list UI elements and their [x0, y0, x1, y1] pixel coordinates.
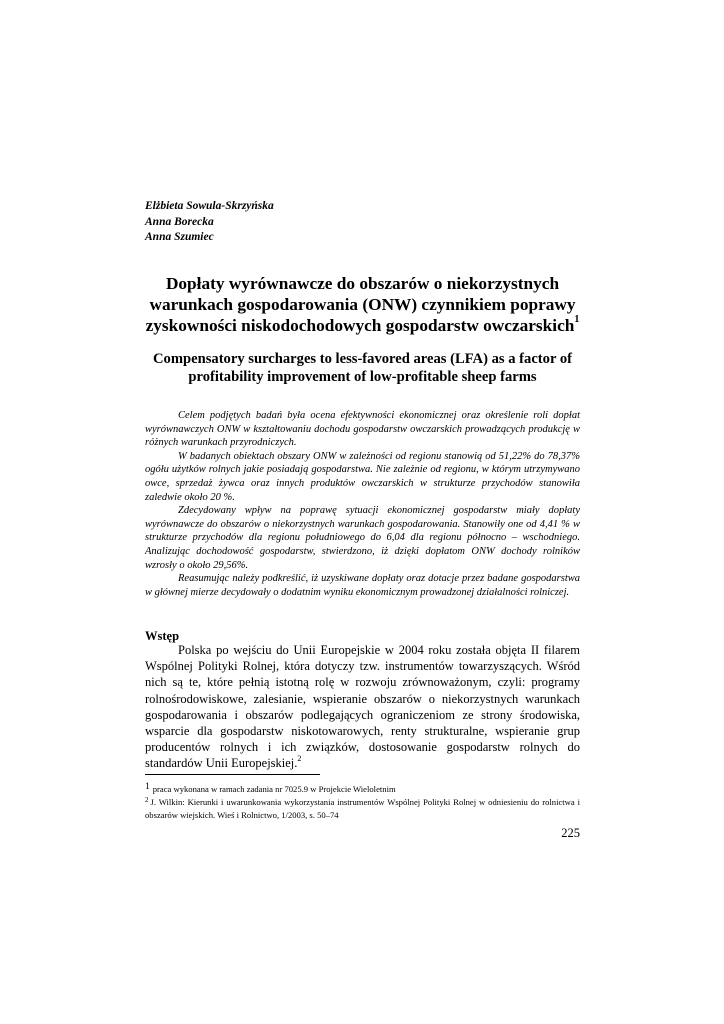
title-polish — [135, 273, 590, 336]
footnote — [145, 783, 580, 796]
body-paragraph — [145, 642, 580, 772]
page-number: 225 — [561, 826, 580, 840]
author-list — [145, 199, 274, 246]
author-name: Anna Szumiec — [145, 231, 214, 243]
body-footnote-mark: 2 — [297, 754, 302, 764]
body-text — [145, 642, 580, 772]
footnote-divider — [145, 774, 320, 775]
author-name: Anna Borecka — [145, 215, 214, 228]
footnote-mark: 1 — [145, 782, 150, 792]
abstract-paragraph: Celem podjętych badań była ocena efektywności ekonomicznej oraz określenie roli dopłat wyrównawczych ONW w kształtowaniu dochodu gospodarstw owczarskich prowadzących produkcję w różnych warunkach przyrodniczych. — [145, 410, 580, 449]
abstract-paragraph: W badanych obiektach obszary ONW w zależności od regionu stanowią od 51,22% do 78,37% ogółu użytków rolnych jakie posiadają gospodarstwa. Nie zależnie od regionu, w którym utrzymywano owce, sprzedaż żywca oraz innych produktów owczarskich w strukturze przychodów stanowiła zaledwie około 20 %. — [145, 450, 580, 503]
footnote-text: J. Wilkin: Kierunki i uwarunkowania wykorzystania instrumentów Wspólnej Polityki Rolnej w odniesieniu do rolnictwa i obszarów wiejskich. Wieś i Rolnictwo, 1/2003, s. 50–74 — [145, 797, 580, 820]
abstract-paragraph: Zdecydowany wpływ na poprawę sytuacji ekonomicznej gospodarstw miały dopłaty wyrównawcze do obszarów o niekorzystnych warunkach gospodarowania. Stanowiły one od 4,41 % w strukturze przychodów dla regionu południowego do 6,04 dla regionu północno – wschodniego. Analizując dochodowość gospodarstw, stwierdzono, iż dzięki dopłatom ONW dochody rolników wzrosły o około 29,56%. — [145, 505, 580, 571]
abstract — [145, 409, 580, 599]
footnotes — [145, 783, 580, 821]
footnote-mark: 2 — [145, 796, 149, 804]
body-paragraph-text: Polska po wejściu do Unii Europejskie w 2004 roku została objęta II filarem Wspólnej Polityki Rolnej, która dotyczy tzw. instrumentów towarzyszących. Wśród nich są te, które pełnią istotną rolę w rozwoju zrównoważonym, czyli: programy rolnośrodowiskowe, zalesianie, wspieranie obszarów o niekorzystnych warunkach gospodarowania i obszarów podlegających ograniczeniom ze strony środowiska, wsparcie dla gospodarstw niskotowarowych, renty strukturalne, wspieranie grup producentów rolnych i ich związków, dostosowanie gospodarstw rolnych do standardów Unii Europejskiej. — [145, 643, 580, 771]
title-polish-text: Dopłaty wyrównawcze do obszarów o niekorzystnych warunkach gospodarowania (ONW) czynnikiem poprawy zyskowności niskodochodowych gospodarstw owczarskich — [145, 274, 576, 335]
author-name: Elżbieta Sowula-Skrzyńska — [145, 200, 274, 212]
title-footnote-mark: 1 — [574, 314, 580, 326]
footnote-text: praca wykonana w ramach zadania nr 7025.9 w Projekcie Wieloletnim — [152, 784, 396, 794]
abstract-paragraph: Reasumując należy podkreślić, iż uzyskiwane dopłaty oraz dotacje przez badane gospodarstwa w głównej mierze decydowały o dodatnim wyniku ekonomicznym prowadzonej działalności rolniczej. — [145, 573, 580, 598]
section-heading: Wstęp — [145, 629, 180, 643]
footnote — [145, 796, 580, 821]
title-english: Compensatory surcharges to less-favored areas (LFA) as a factor of profitability improvement of low-profitable sheep farms — [153, 351, 572, 385]
